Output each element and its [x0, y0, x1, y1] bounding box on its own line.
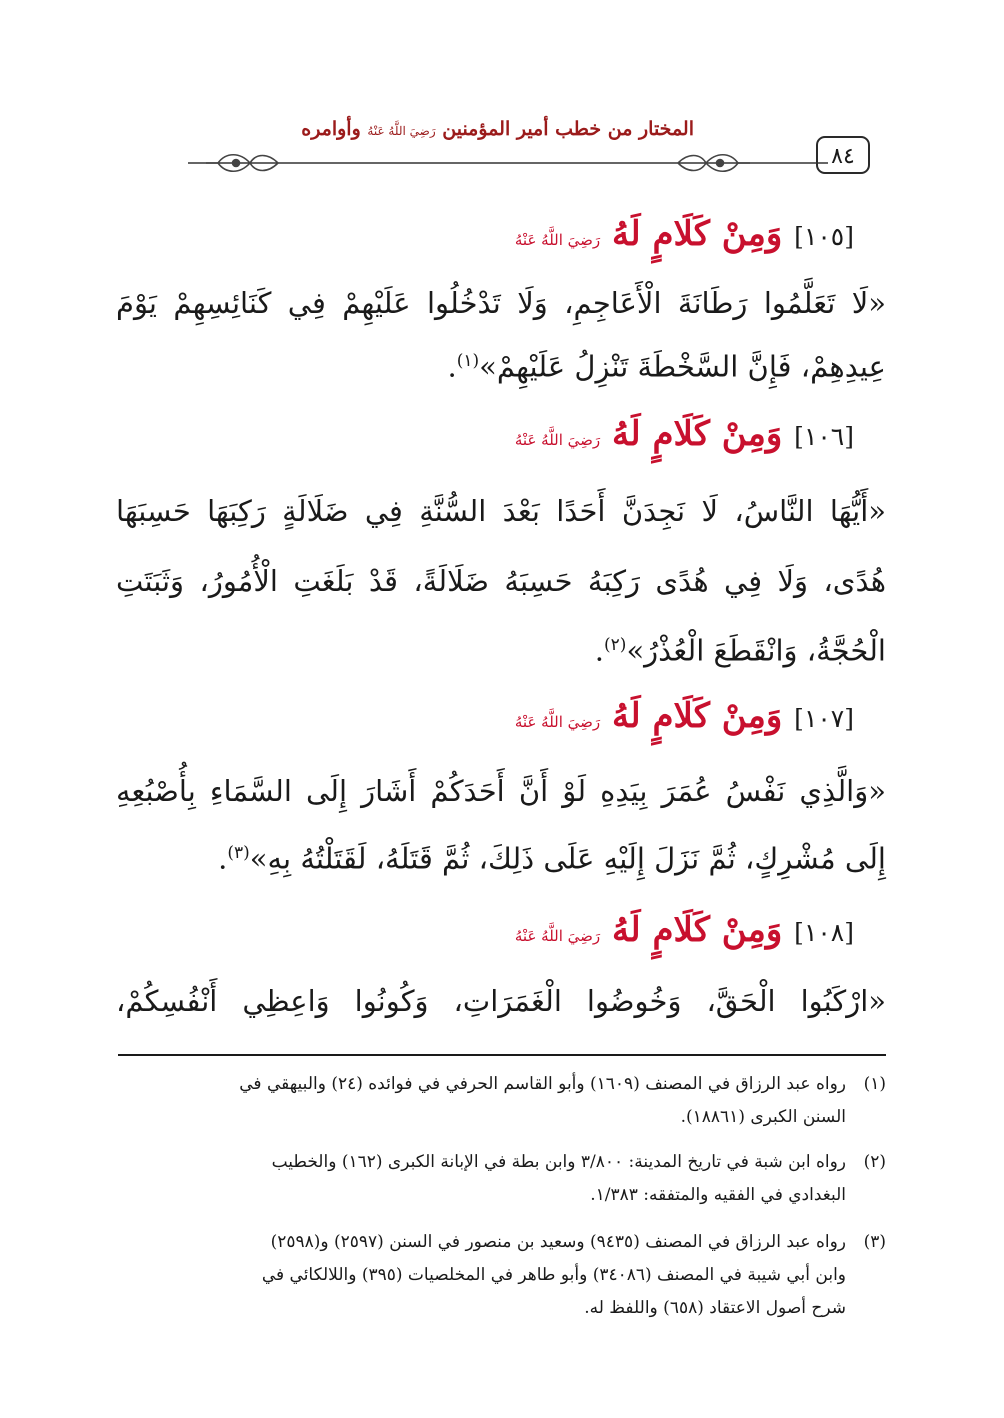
running-title — [301, 118, 694, 140]
page-number: ٨٤ — [816, 136, 870, 174]
footnote-line: شرح أصول الاعتقاد (٦٥٨) واللفظ له. — [584, 1298, 846, 1318]
footnote-line: وابن أبي شيبة في المصنف (٣٤٠٨٦) وأبو طاهر في المخلصيات (٣٩٥) واللالكائي في — [261, 1265, 846, 1285]
footnote — [118, 1068, 886, 1134]
text-line: «ارْكَبُوا الْحَقَّ، وَخُوضُوا الْغَمَرَاتِ، وَكُونُوا وَاعِظِي أَنْفُسِكُمْ، — [116, 984, 886, 1018]
footnote-text: رواه ابن شبة في تاريخ المدينة: ٣/٨٠٠ وابن بطة في الإبانة الكبرى (١٦٢) والخطيب — [271, 1152, 846, 1172]
footnote-ref: (١) — [456, 351, 480, 371]
text-line: «وَالَّذِي نَفْسُ عُمَرَ بِيَدِهِ لَوْ أَنَّ أَحَدَكُمْ أَشَارَ إِلَى السَّمَاءِ بِأُصْبُعِهِ — [116, 774, 886, 808]
text-line: هُدًى، وَلَا فِي هُدًى رَكِبَهُ حَسِبَهُ ضَلَالَةً، قَدْ بَلَغَتِ الْأُمُورُ، وَثَبَتَتِ — [116, 564, 886, 598]
footnote-text: رواه عبد الرزاق في المصنف (٩٤٣٥) وسعيد بن منصور في السنن (٢٥٩٧) و(٢٥٩٨) — [270, 1232, 846, 1252]
page-header — [118, 118, 886, 180]
header-ornament-icon — [118, 148, 886, 178]
section-heading — [515, 414, 854, 454]
section-number: [١٠٦] — [794, 422, 854, 451]
footnote — [118, 1146, 886, 1212]
running-title-end: وأوامره — [301, 118, 361, 140]
footnote-text: رواه عبد الرزاق في المصنف (١٦٠٩) وأبو القاسم الحرفي في فوائده (٢٤) والبيهقي في — [239, 1074, 846, 1094]
text-line: «لَا تَعَلَّمُوا رَطَانَةَ الْأَعَاجِمِ، وَلَا تَدْخُلُوا عَلَيْهِمْ فِي كَنَائِسِهِمْ يَوْمَ — [116, 286, 886, 320]
section-number: [١٠٨] — [794, 918, 854, 947]
footnote-line: السنن الكبرى (١٨٨٦١). — [680, 1107, 846, 1127]
footnote-number: (١) — [863, 1074, 886, 1094]
footnote-line — [118, 1068, 886, 1101]
footnote-line — [118, 1226, 886, 1259]
section-heading — [515, 910, 854, 950]
footnote-line — [118, 1146, 886, 1179]
section-honor: رَضِيَ اللَّهُ عَنْهُ — [514, 713, 601, 731]
section-honor: رَضِيَ اللَّهُ عَنْهُ — [514, 431, 601, 449]
footnote-number: (٣) — [863, 1232, 886, 1252]
footnote-line: البغدادي في الفقيه والمتفقه: ١/٣٨٣. — [590, 1185, 846, 1205]
section-title: وَمِنْ كَلَامٍ لَهُ — [612, 214, 783, 254]
footnote-ref: (٢) — [604, 635, 627, 655]
section-honor: رَضِيَ اللَّهُ عَنْهُ — [514, 927, 601, 945]
running-title-text: المختار من خطب أمير المؤمنين — [442, 118, 694, 140]
section-number: [١٠٥] — [794, 222, 854, 251]
section-heading — [515, 214, 854, 254]
text-line: الْحُجَّةُ، وَانْقَطَعَ الْعُذْرُ»$^{(٢)}$. — [594, 633, 886, 668]
footnote-ref: (٣) — [227, 843, 250, 863]
section-title: وَمِنْ كَلَامٍ لَهُ — [612, 414, 783, 454]
running-title-honor: رَضِيَ اللَّهُ عَنْهُ — [367, 124, 436, 138]
section-title: وَمِنْ كَلَامٍ لَهُ — [612, 910, 783, 950]
footnote — [118, 1226, 886, 1325]
section-heading — [515, 696, 854, 736]
section-honor: رَضِيَ اللَّهُ عَنْهُ — [514, 231, 601, 249]
footnote-number: (٢) — [863, 1152, 886, 1172]
text-line: عِيدِهِمْ، فَإِنَّ السَّخْطَةَ تَنْزِلُ عَلَيْهِمْ»$^{(١)}$. — [447, 349, 886, 384]
section-number: [١٠٧] — [794, 704, 854, 733]
text-segment: الْحُجَّةُ، وَانْقَطَعَ الْعُذْرُ» — [626, 633, 886, 668]
text-line: إِلَى مُشْرِكٍ، ثُمَّ نَزَلَ إِلَيْهِ عَلَى ذَلِكَ، ثُمَّ قَتَلَهُ، لَقَتَلْتُهُ بِهِ»$^{(٣)}$. — [218, 841, 886, 876]
section-title: وَمِنْ كَلَامٍ لَهُ — [612, 696, 783, 736]
text-segment: عِيدِهِمْ، فَإِنَّ السَّخْطَةَ تَنْزِلُ عَلَيْهِمْ» — [479, 349, 886, 384]
text-line: «أَيُّهَا النَّاسُ، لَا نَجِدَنَّ أَحَدًا بَعْدَ السُّنَّةِ فِي ضَلَالَةٍ رَكِبَهَا حَسِبَهَا — [116, 494, 886, 528]
text-segment: إِلَى مُشْرِكٍ، ثُمَّ نَزَلَ إِلَيْهِ عَلَى ذَلِكَ، ثُمَّ قَتَلَهُ، لَقَتَلْتُهُ بِهِ» — [249, 841, 886, 876]
footnote-divider — [118, 1054, 886, 1056]
